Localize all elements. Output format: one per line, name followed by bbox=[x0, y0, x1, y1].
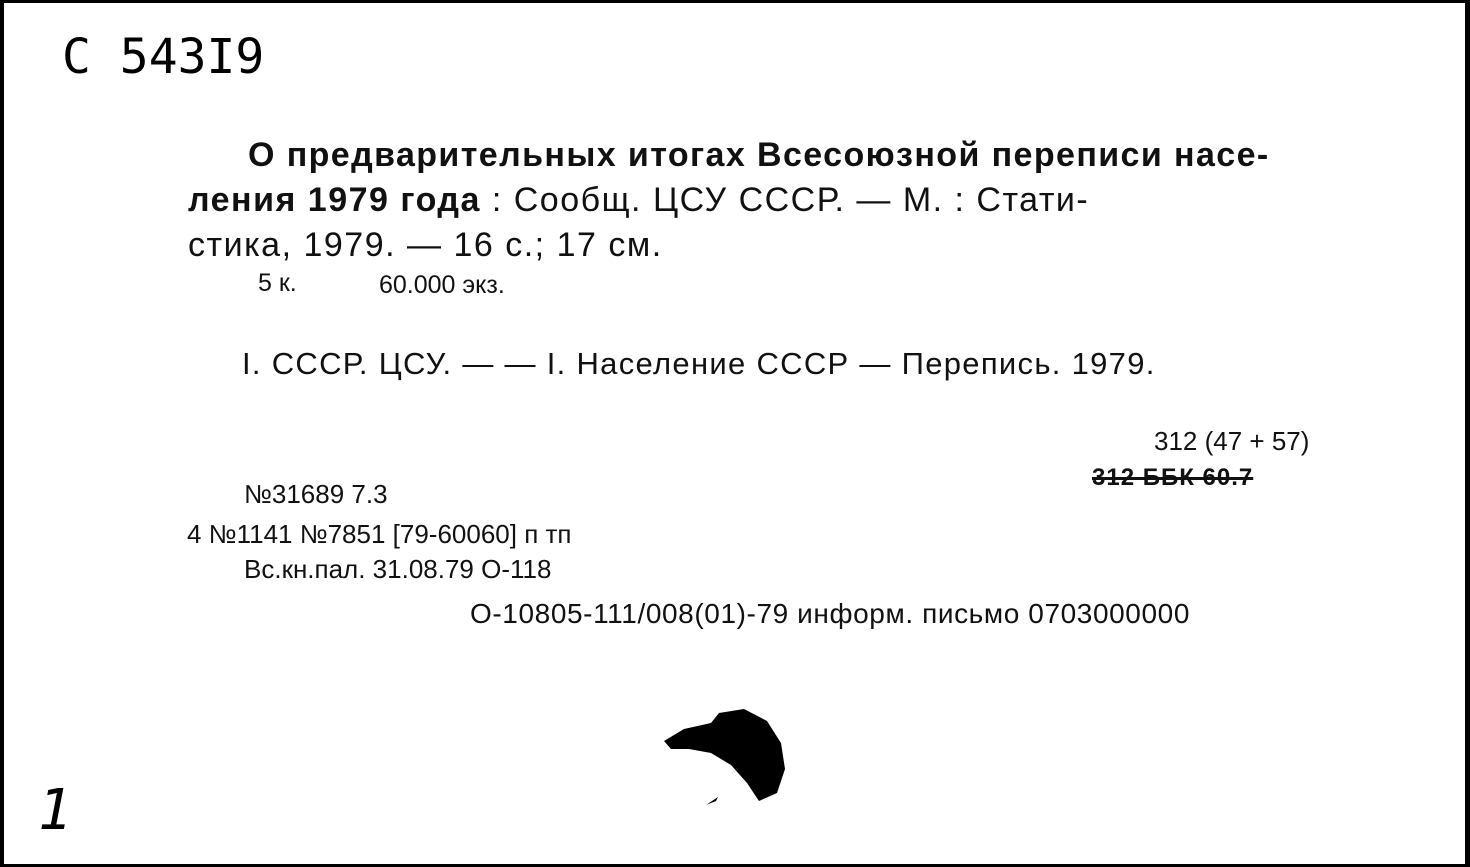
subject-headings: I. СССР. ЦСУ. — — I. Население СССР — Перепись. 1979. bbox=[242, 346, 1156, 381]
registration-line-2: 4 №1141 №7851 [79-60060] п тп bbox=[187, 519, 572, 549]
copies: 60.000 экз. bbox=[379, 271, 505, 299]
registration-line-3: Вс.кн.пал. 31.08.79 О-118 bbox=[244, 554, 552, 584]
title-rest-part: : Сообщ. ЦСУ СССР. — М. : Стати- bbox=[480, 181, 1090, 219]
catalog-card bbox=[4, 3, 1465, 864]
registration-line-1: №31689 7.3 bbox=[244, 479, 388, 509]
title-line-1: О предварительных итогах Всесоюзной переписи насе- bbox=[248, 136, 1270, 174]
ink-speck bbox=[704, 793, 724, 809]
registration-line-4: О-10805-111/008(01)-79 информ. письмо 0703000000 bbox=[470, 598, 1190, 629]
ink-blot bbox=[659, 703, 799, 813]
title-line-3: стика, 1979. — 16 с.; 17 см. bbox=[188, 226, 663, 264]
title-line-2 bbox=[188, 183, 1089, 217]
handwritten-number: 1 bbox=[38, 778, 72, 843]
title-bold-part: ления 1979 года bbox=[188, 181, 481, 219]
call-number: С 543I9 bbox=[62, 29, 265, 85]
classification-struck: 312 ББК 60.7 bbox=[1092, 464, 1254, 491]
classification: 312 (47 + 57) bbox=[1154, 426, 1310, 456]
price: 5 к. bbox=[258, 269, 297, 297]
